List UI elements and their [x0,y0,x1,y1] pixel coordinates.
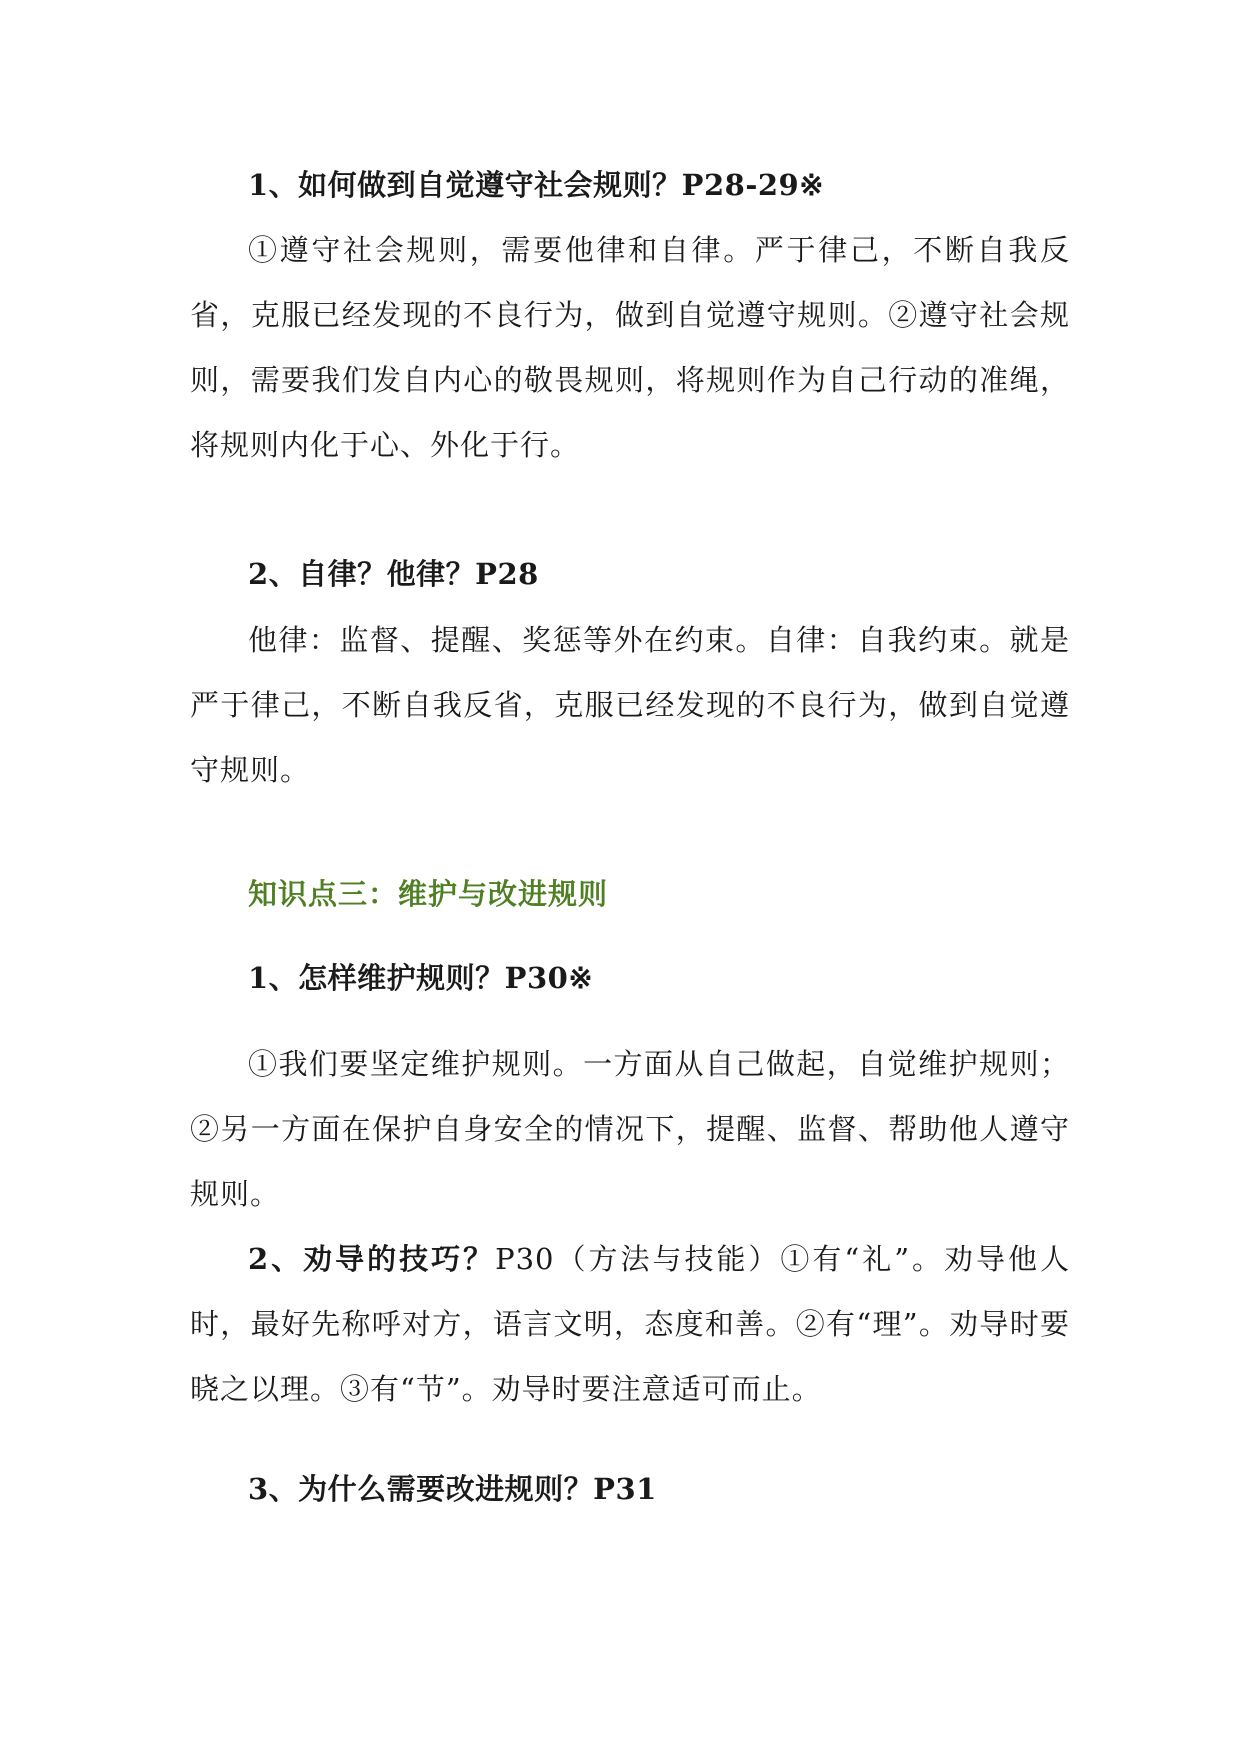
answer-paragraph-maintain-rules: ①我们要坚定维护规则。一方面从自己做起，自觉维护规则；②另一方面在保护自身安全的情况下，提醒、监督、帮助他人遵守规则。 [190,1047,1070,1211]
question-heading-self-discipline: 1、如何做到自觉遵守社会规则？P28-29※ [248,168,825,202]
answer-paragraph-autonomy-heteronomy: 他律：监督、提醒、奖惩等外在约束。自律：自我约束。就是严于律己，不断自我反省，克服已经发现的不良行为，做到自觉遵守规则。 [190,623,1070,787]
question-heading-improve-rules: 3、为什么需要改进规则？P31 [248,1472,657,1506]
question-heading-autonomy-heteronomy: 2、自律？他律？P28 [248,557,539,591]
section-heading-knowledge-point-3: 知识点三：维护与改进规则 [248,877,609,911]
answer-paragraph-self-discipline: ①遵守社会规则，需要他律和自律。严于律己，不断自我反省，克服已经发现的不良行为，做到自觉遵守规则。②遵守社会规则，需要我们发自内心的敬畏规则，将规则作为自己行动的准绳，将规则内化于心、外化于行。 [190,233,1070,462]
persuasion-skills-text: P30（方法与技能）①有“礼”。劝导他人时，最好先称呼对方，语言文明，态度和善。②有“理”。劝导时要晓之以理。③有“节”。劝导时要注意适可而止。 [190,1242,1070,1406]
question-heading-persuasion-skills: 2、劝导的技巧？ [248,1242,496,1276]
answer-paragraph-persuasion-skills [190,1227,1070,1422]
question-heading-maintain-rules: 1、怎样维护规则？P30※ [248,961,594,995]
